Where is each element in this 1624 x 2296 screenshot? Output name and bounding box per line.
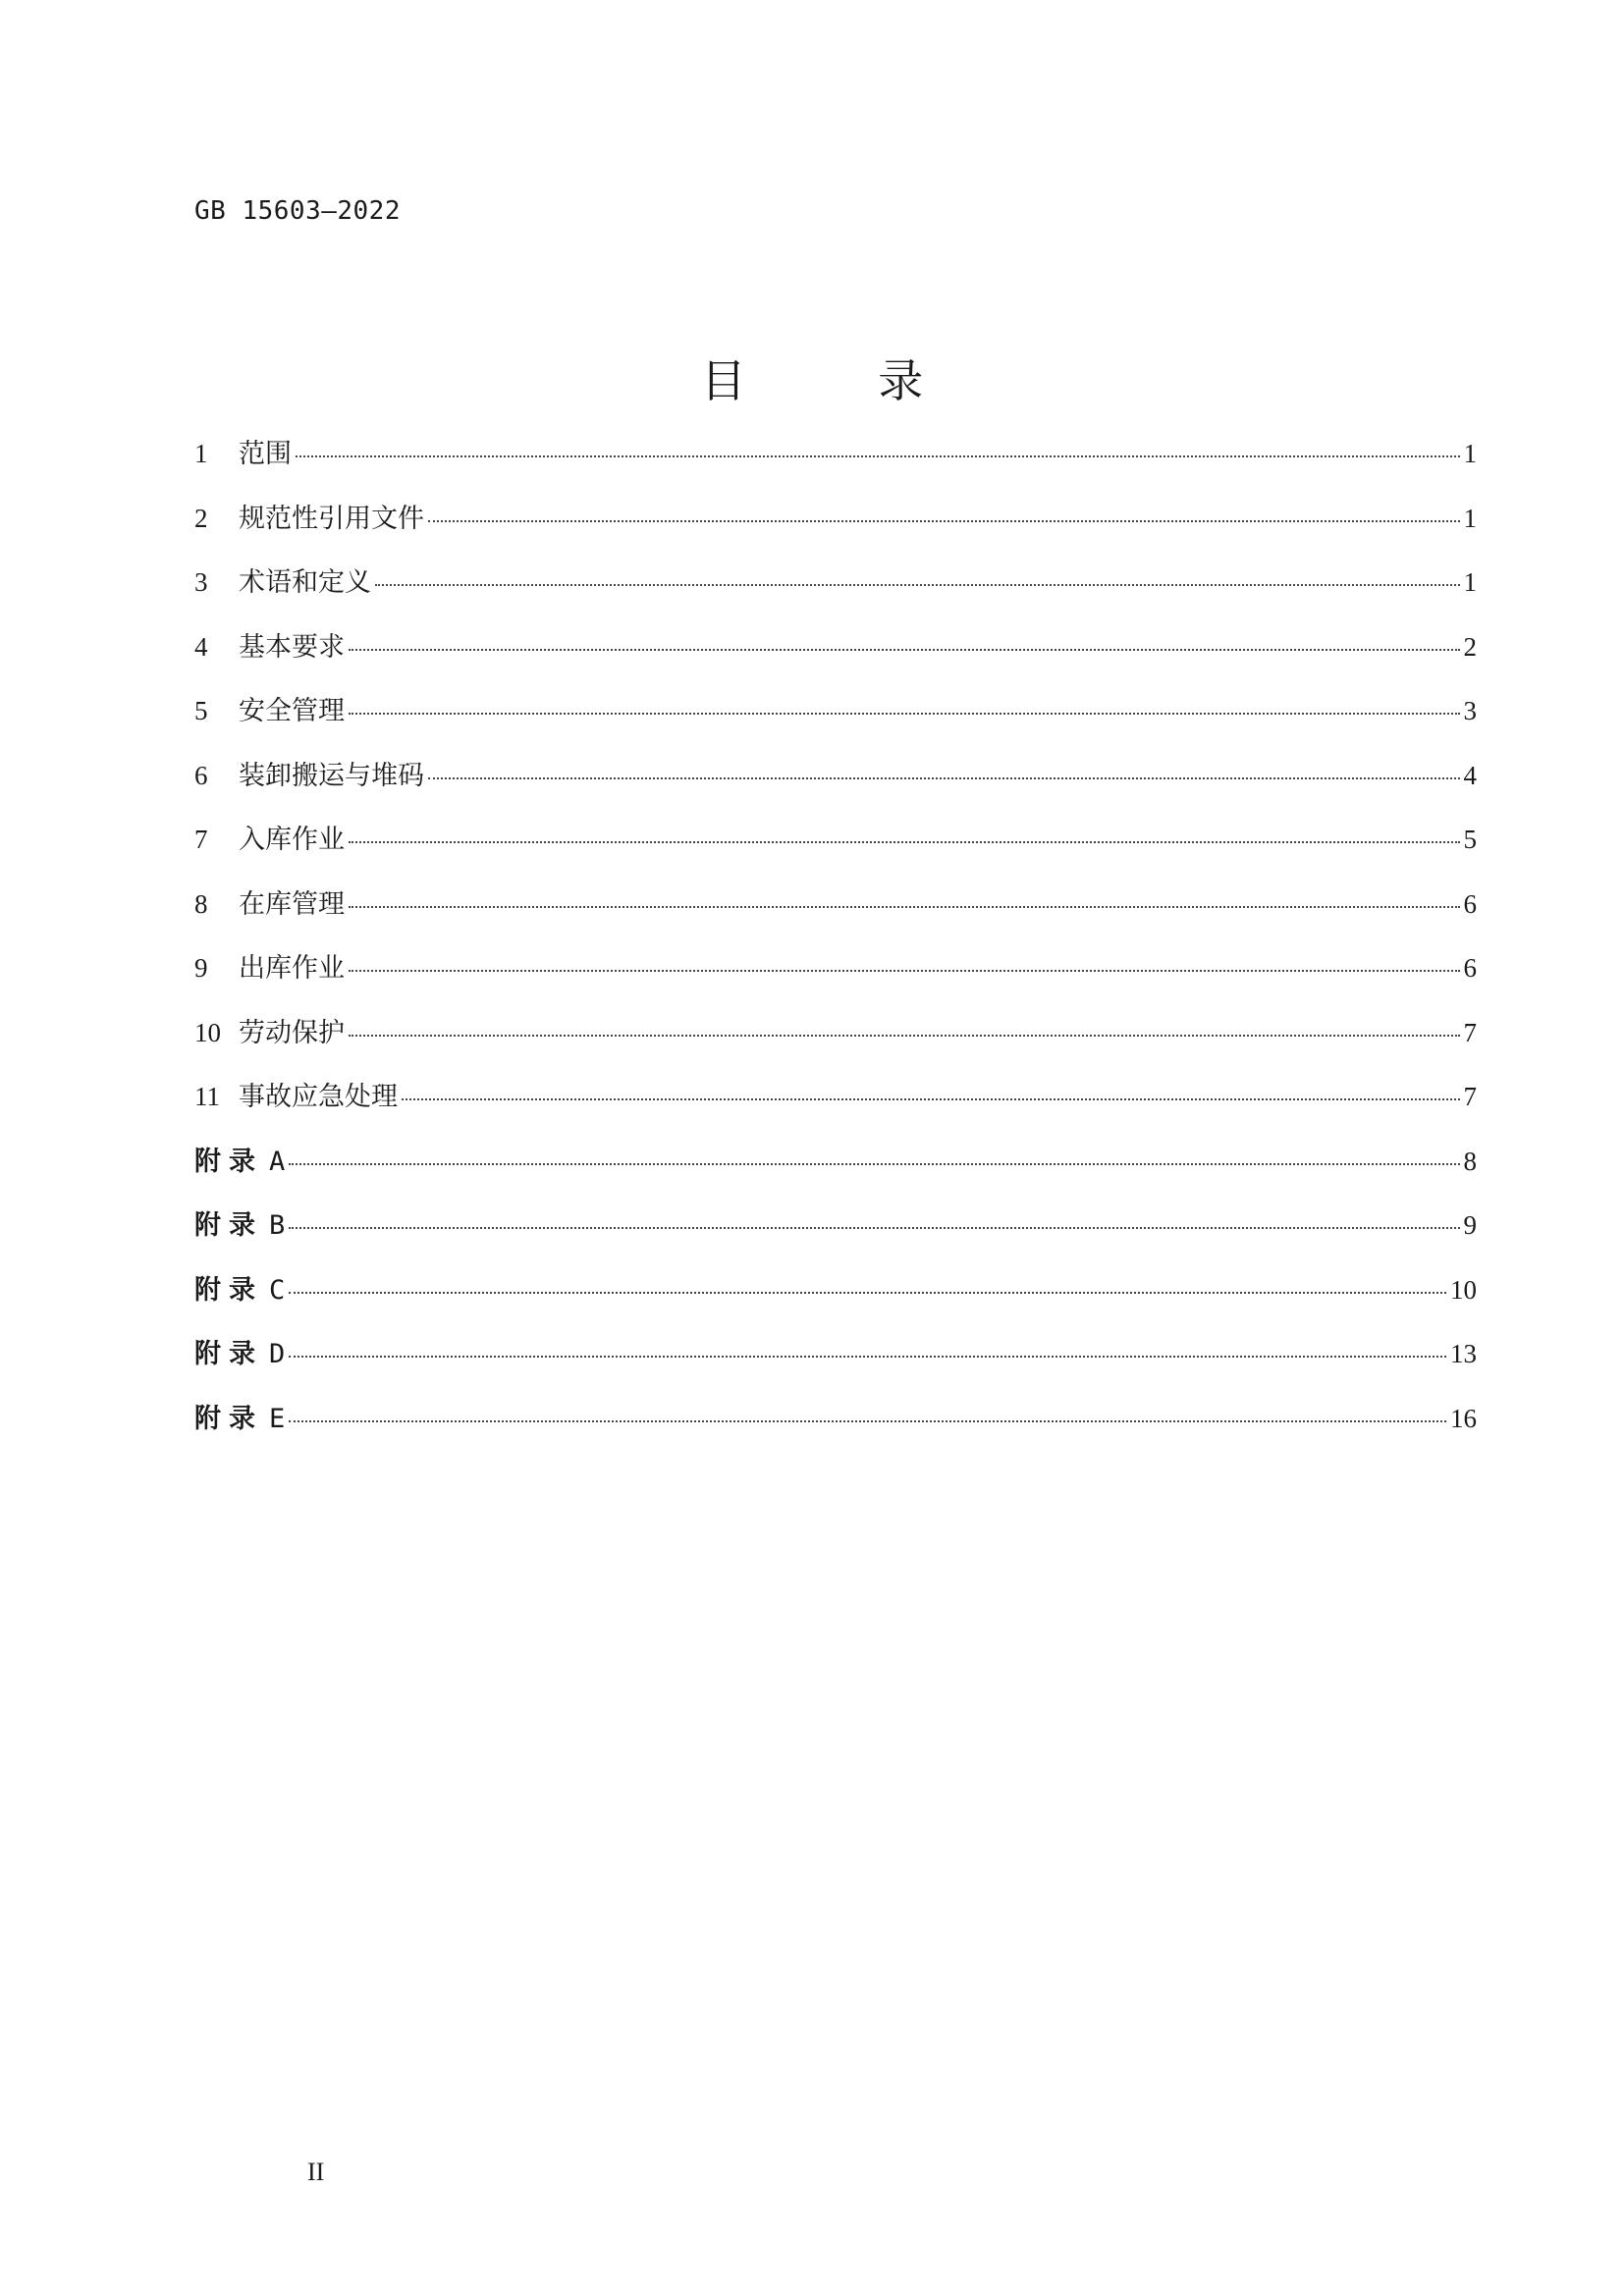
annex-letter[interactable]: C — [269, 1274, 286, 1306]
dot-leader — [289, 1163, 1459, 1165]
dot-leader — [428, 520, 1460, 522]
toc-entry-title[interactable]: 入库作业 — [239, 825, 345, 855]
toc-entry-title[interactable]: 装卸搬运与堆码 — [239, 760, 424, 791]
toc-entry-title[interactable]: 安全管理 — [239, 696, 345, 726]
toc-entry-page: 1 — [1463, 439, 1477, 468]
annex-label: 附录 — [194, 1210, 263, 1241]
toc-entry-number: 11 — [194, 1082, 220, 1111]
toc-entry[interactable] — [194, 497, 1477, 561]
toc-entry-title[interactable]: 在库管理 — [239, 888, 345, 920]
annex-label: 附录 — [194, 1403, 263, 1434]
toc-entry-page: 2 — [1463, 631, 1477, 662]
annex-label: 附录 — [194, 1339, 263, 1369]
toc-entry-number: 8 — [194, 888, 208, 919]
toc-entry-page: 6 — [1463, 888, 1477, 919]
toc-entry-number: 10 — [194, 1017, 221, 1047]
toc-entry-page: 1 — [1463, 503, 1477, 533]
toc-annex-entry[interactable] — [194, 1268, 1477, 1333]
toc-entry-page: 4 — [1463, 760, 1477, 790]
dot-leader — [349, 906, 1460, 908]
toc-entry[interactable] — [194, 882, 1477, 947]
toc-entry-number: 3 — [194, 567, 208, 597]
dot-leader — [289, 1292, 1446, 1294]
dot-leader — [349, 970, 1460, 972]
toc-list — [194, 432, 1477, 1461]
toc-annex-entry[interactable] — [194, 1203, 1477, 1268]
toc-title: 目 录 — [700, 354, 983, 407]
toc-entry-title[interactable]: 术语和定义 — [239, 567, 371, 598]
toc-entry-number: 2 — [194, 503, 208, 533]
toc-annex-entry[interactable] — [194, 1140, 1477, 1204]
dot-leader — [428, 777, 1460, 779]
dot-leader — [402, 1098, 1460, 1100]
dot-leader — [349, 841, 1460, 843]
toc-entry[interactable] — [194, 625, 1477, 690]
toc-entry-title[interactable]: 出库作业 — [239, 953, 345, 984]
toc-entry[interactable] — [194, 432, 1477, 497]
toc-entry-page: 7 — [1463, 1017, 1477, 1047]
toc-entry-number: 9 — [194, 953, 208, 983]
dot-leader — [289, 1227, 1459, 1229]
annex-letter[interactable]: D — [269, 1339, 286, 1369]
annex-letter[interactable]: A — [269, 1146, 286, 1177]
toc-entry-page: 1 — [1463, 567, 1477, 597]
dot-leader — [296, 455, 1460, 457]
toc-entry[interactable] — [194, 561, 1477, 625]
toc-annex-entry[interactable] — [194, 1332, 1477, 1397]
toc-entry-number: 4 — [194, 631, 208, 662]
dot-leader — [289, 1356, 1446, 1358]
toc-entry-title[interactable]: 范围 — [239, 439, 292, 469]
toc-entry-page: 8 — [1463, 1146, 1477, 1176]
dot-leader — [375, 584, 1460, 586]
toc-entry-title[interactable]: 规范性引用文件 — [239, 503, 424, 534]
toc-entry-title[interactable]: 劳动保护 — [239, 1017, 345, 1048]
dot-leader — [349, 713, 1460, 715]
toc-entry-title[interactable]: 事故应急处理 — [239, 1082, 398, 1112]
annex-letter[interactable]: B — [269, 1210, 286, 1241]
toc-entry[interactable] — [194, 1011, 1477, 1076]
document-code: GB 15603—2022 — [194, 196, 401, 226]
toc-entry-page: 7 — [1463, 1082, 1477, 1111]
toc-entry[interactable] — [194, 689, 1477, 754]
toc-entry[interactable] — [194, 818, 1477, 882]
toc-annex-entry[interactable] — [194, 1397, 1477, 1462]
toc-entry-page: 6 — [1463, 953, 1477, 983]
toc-entry[interactable] — [194, 1075, 1477, 1140]
toc-entry-page: 16 — [1450, 1403, 1477, 1433]
toc-entry-number: 1 — [194, 439, 208, 468]
toc-entry-number: 7 — [194, 825, 208, 854]
toc-entry-number: 5 — [194, 696, 208, 725]
toc-entry-title[interactable]: 基本要求 — [239, 631, 345, 663]
toc-entry[interactable] — [194, 946, 1477, 1011]
dot-leader — [289, 1420, 1446, 1422]
toc-entry-page: 9 — [1463, 1210, 1477, 1240]
dot-leader — [349, 1035, 1460, 1037]
annex-letter[interactable]: E — [269, 1403, 286, 1434]
toc-entry[interactable] — [194, 754, 1477, 819]
toc-entry-page: 10 — [1450, 1274, 1477, 1305]
toc-entry-number: 6 — [194, 760, 208, 790]
annex-label: 附录 — [194, 1274, 263, 1306]
dot-leader — [349, 649, 1460, 651]
toc-entry-page: 5 — [1463, 825, 1477, 854]
toc-entry-page: 3 — [1463, 696, 1477, 725]
annex-label: 附录 — [194, 1146, 263, 1177]
toc-entry-page: 13 — [1450, 1339, 1477, 1368]
page-number: II — [307, 2158, 325, 2186]
